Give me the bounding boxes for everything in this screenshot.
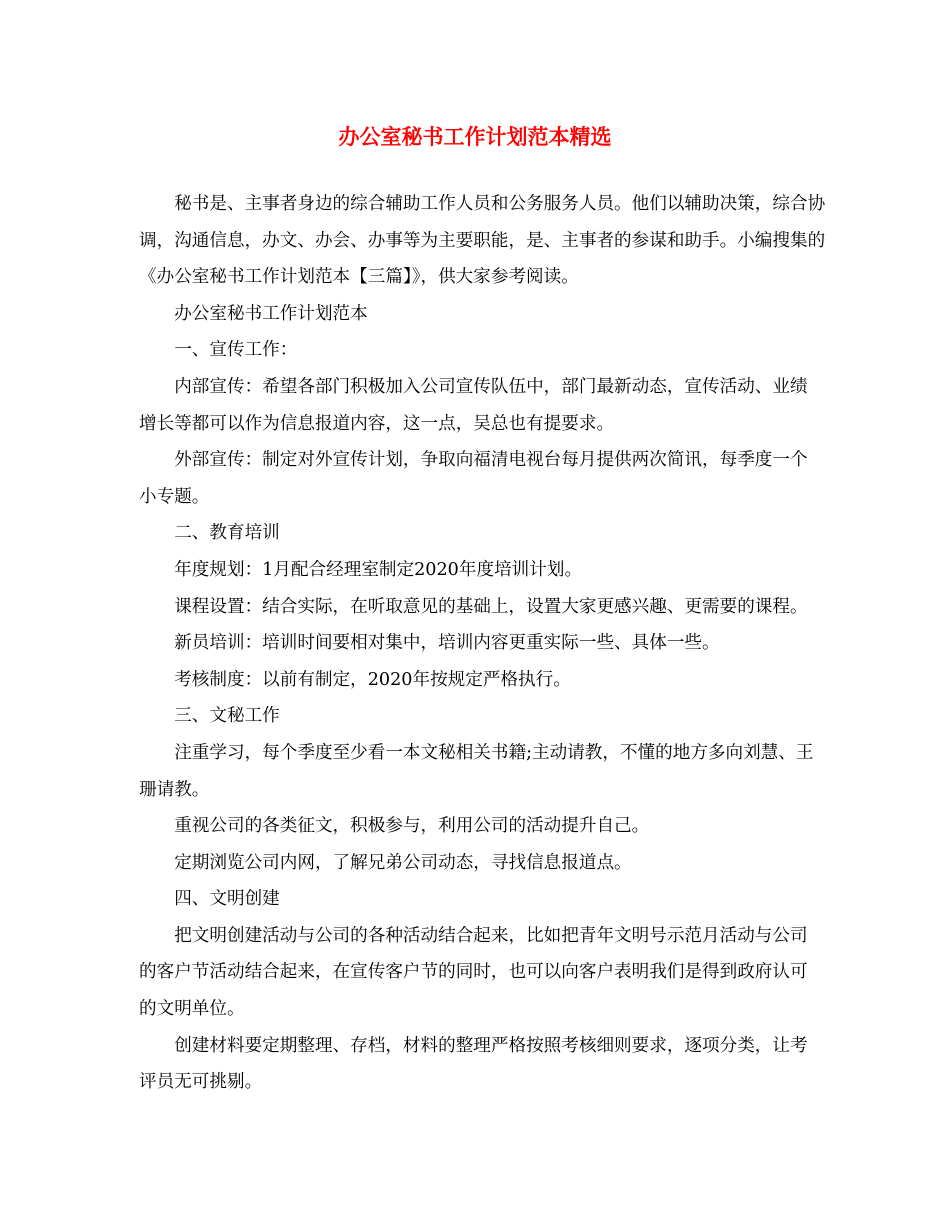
section-heading: 三、文秘工作 bbox=[174, 706, 280, 727]
paragraph: 外部宣传：制定对外宣传计划，争取向福清电视台每月提供两次简讯，每季度一个小专题。 bbox=[139, 450, 808, 507]
paragraph-intro: 秘书是、主事者身边的综合辅助工作人员和公务服务人员。他们以辅助决策，综合协调，沟通信息，办文、办会、办事等为主要职能，是、主事者的参谋和助手。小编搜集的《办公室秘书工作计划范本【三篇】》，供大家参考阅读。 bbox=[139, 194, 826, 288]
section-heading: 二、教育培训 bbox=[174, 523, 280, 544]
paragraph: 年度规划：1月配合经理室制定2020年度培训计划。 bbox=[174, 559, 583, 580]
paragraph: 新员培训：培训时间要相对集中，培训内容更重实际一些、具体一些。 bbox=[174, 633, 720, 654]
document-body bbox=[139, 186, 826, 1101]
section-heading: 一、宣传工作： bbox=[174, 340, 298, 361]
paragraph: 课程设置：结合实际，在听取意见的基础上，设置大家更感兴趣、更需要的课程。 bbox=[174, 596, 808, 617]
section-heading: 办公室秘书工作计划范本 bbox=[174, 303, 368, 324]
paragraph: 重视公司的各类征文，积极参与，利用公司的活动提升自己。 bbox=[174, 816, 650, 837]
paragraph: 创建材料要定期整理、存档，材料的整理严格按照考核细则要求，逐项分类，让考评员无可挑剔。 bbox=[139, 1035, 808, 1093]
paragraph: 考核制度：以前有制定，2020年按规定严格执行。 bbox=[174, 669, 571, 690]
paragraph: 内部宣传：希望各部门积极加入公司宣传队伍中，部门最新动态，宣传活动、业绩增长等都可以作为信息报道内容，这一点，吴总也有提要求。 bbox=[139, 376, 808, 434]
document-title: 办公室秘书工作计划范本精选 bbox=[338, 124, 612, 149]
section-heading: 四、文明创建 bbox=[174, 889, 280, 910]
paragraph: 注重学习，每个季度至少看一本文秘相关书籍;主动请教，不懂的地方多向刘慧、王珊请教。 bbox=[139, 742, 814, 800]
paragraph: 定期浏览公司内网，了解兄弟公司动态，寻找信息报道点。 bbox=[174, 852, 632, 873]
paragraph: 把文明创建活动与公司的各种活动结合起来，比如把青年文明号示范月活动与公司的客户节活动结合起来，在宣传客户节的同时，也可以向客户表明我们是得到政府认可的文明单位。 bbox=[139, 925, 808, 1020]
